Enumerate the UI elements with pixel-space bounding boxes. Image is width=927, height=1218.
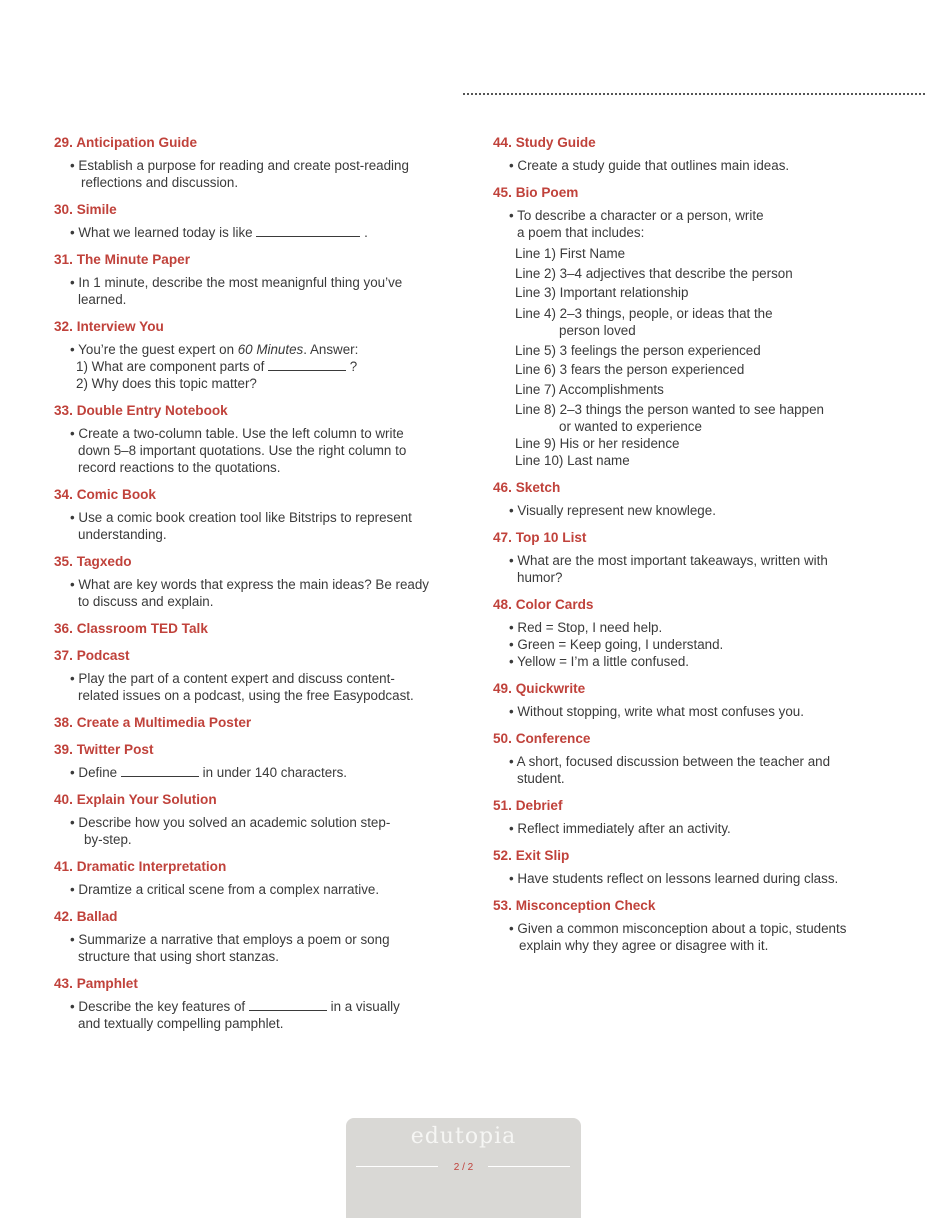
item-text: • Create a study guide that outlines main ideas. [493, 157, 903, 174]
strategy-item [54, 318, 464, 392]
item-heading: 38. Create a Multimedia Poster [54, 715, 252, 730]
item-heading: 37. Podcast [54, 648, 130, 663]
item-heading: 53. Misconception Check [493, 898, 656, 913]
item-heading: 31. The Minute Paper [54, 252, 190, 267]
item-text: • What are the most important takeaways, written with humor? [493, 552, 903, 586]
item-heading: 33. Double Entry Notebook [54, 403, 228, 418]
item-text: • Red = Stop, I need help. [493, 619, 903, 636]
item-heading: 50. Conference [493, 731, 591, 746]
item-text: • A short, focused discussion between the teacher and student. [493, 753, 903, 787]
item-question: 2) Why does this topic matter? [76, 376, 257, 391]
item-text: • Yellow = I’m a little confused. [493, 653, 903, 670]
strategy-item [54, 486, 464, 543]
poem-line: person loved [559, 322, 636, 338]
item-heading: 49. Quickwrite [493, 681, 586, 696]
item-heading: 44. Study Guide [493, 135, 596, 150]
strategy-item [54, 251, 464, 308]
left-column [54, 134, 464, 1042]
strategy-item [54, 620, 464, 637]
strategy-item [493, 596, 903, 670]
poem-line: Line 8) 2–3 things the person wanted to see happen [515, 402, 824, 417]
strategy-item [493, 680, 903, 720]
item-text: • You’re the guest expert on 60 Minutes. Answer: [54, 341, 464, 358]
item-heading: 39. Twitter Post [54, 742, 154, 757]
bio-poem-lines [493, 244, 903, 469]
item-text: • Green = Keep going, I understand. [493, 636, 903, 653]
item-heading: 45. Bio Poem [493, 185, 579, 200]
edutopia-logo: edutopia [410, 1124, 517, 1149]
poem-line: Line 5) 3 feelings the person experienced [515, 342, 761, 358]
item-heading: 29. Anticipation Guide [54, 135, 198, 150]
poem-line: Line 2) 3–4 adjectives that describe the person [515, 265, 793, 281]
poem-line: Line 7) Accomplishments [515, 381, 664, 397]
fill-in-blank [249, 999, 327, 1011]
item-heading: 47. Top 10 List [493, 530, 587, 545]
strategy-item [54, 975, 464, 1032]
item-text: • In 1 minute, describe the most meanignful thing you’ve learned. [54, 274, 464, 308]
item-question: 1) What are component parts of ? [76, 359, 358, 374]
page-number: 2 / 2 [453, 1162, 474, 1173]
item-heading: 48. Color Cards [493, 597, 594, 612]
strategy-item [54, 553, 464, 610]
strategy-item [54, 647, 464, 704]
fill-in-blank [121, 765, 199, 777]
strategy-item [493, 184, 903, 469]
strategy-item [493, 730, 903, 787]
footer-tab [346, 1118, 581, 1218]
item-text: • Given a common misconception about a topic, students explain why they agree or disagree with it. [493, 920, 903, 954]
header-dotted-rule [463, 93, 925, 95]
item-text: • Describe how you solved an academic solution step- by-step. [54, 814, 464, 848]
item-text: • To describe a character or a person, write a poem that includes: [493, 207, 903, 241]
item-heading: 36. Classroom TED Talk [54, 621, 208, 636]
item-heading: 52. Exit Slip [493, 848, 570, 863]
item-text: • Reflect immediately after an activity. [493, 820, 903, 837]
strategy-item [493, 134, 903, 174]
poem-line: Line 6) 3 fears the person experienced [515, 362, 745, 377]
item-text: • Create a two-column table. Use the left column to write down 5–8 important quotations. Use the right column to record reactions to the quotations. [54, 425, 464, 476]
item-heading: 35. Tagxedo [54, 554, 132, 569]
item-heading: 41. Dramatic Interpretation [54, 859, 227, 874]
item-text: • What we learned today is like . [54, 224, 464, 241]
strategy-item [493, 797, 903, 837]
poem-line: Line 10) Last name [515, 453, 630, 468]
item-heading: 40. Explain Your Solution [54, 792, 217, 807]
strategy-item [493, 479, 903, 519]
strategy-item [54, 908, 464, 965]
strategy-item [54, 714, 464, 731]
strategy-item [493, 847, 903, 887]
item-text: • Visually represent new knowlege. [493, 502, 903, 519]
item-text: • Establish a purpose for reading and create post-reading reflections and discussion. [54, 157, 464, 191]
poem-line: or wanted to experience [559, 419, 702, 434]
strategy-item [54, 791, 464, 848]
item-heading: 43. Pamphlet [54, 976, 138, 991]
item-text: • Use a comic book creation tool like Bitstrips to represent understanding. [54, 509, 464, 543]
strategy-item [493, 529, 903, 586]
item-text: • Have students reflect on lessons learned during class. [493, 870, 903, 887]
strategy-item [54, 201, 464, 241]
item-text: • Play the part of a content expert and discuss content- related issues on a podcast, using the free Easypodcast. [54, 670, 464, 704]
item-text: • Dramtize a critical scene from a complex narrative. [54, 881, 464, 898]
item-heading: 32. Interview You [54, 319, 164, 334]
item-text: • Without stopping, write what most confuses you. [493, 703, 903, 720]
right-column [493, 134, 903, 964]
item-text: • Describe the key features of in a visually and textually compelling pamphlet. [54, 998, 464, 1032]
poem-line: Line 1) First Name [515, 246, 626, 261]
poem-line: Line 4) 2–3 things, people, or ideas that the [515, 305, 773, 321]
item-heading: 42. Ballad [54, 909, 118, 924]
strategy-item [54, 741, 464, 781]
item-heading: 30. Simile [54, 202, 117, 217]
item-text: • Define in under 140 characters. [54, 764, 464, 781]
poem-line: Line 3) Important relationship [515, 285, 689, 300]
item-text: • What are key words that express the main ideas? Be ready to discuss and explain. [54, 576, 464, 610]
fill-in-blank [256, 225, 360, 237]
item-heading: 51. Debrief [493, 798, 563, 813]
strategy-item [54, 134, 464, 191]
item-heading: 34. Comic Book [54, 487, 156, 502]
item-heading: 46. Sketch [493, 480, 561, 495]
footer-divider [488, 1166, 570, 1167]
strategy-item [54, 858, 464, 898]
poem-line: Line 9) His or her residence [515, 436, 680, 451]
strategy-item [54, 402, 464, 476]
item-text: • Summarize a narrative that employs a poem or song structure that using short stanzas. [54, 931, 464, 965]
strategy-item [493, 897, 903, 954]
fill-in-blank [268, 359, 346, 371]
